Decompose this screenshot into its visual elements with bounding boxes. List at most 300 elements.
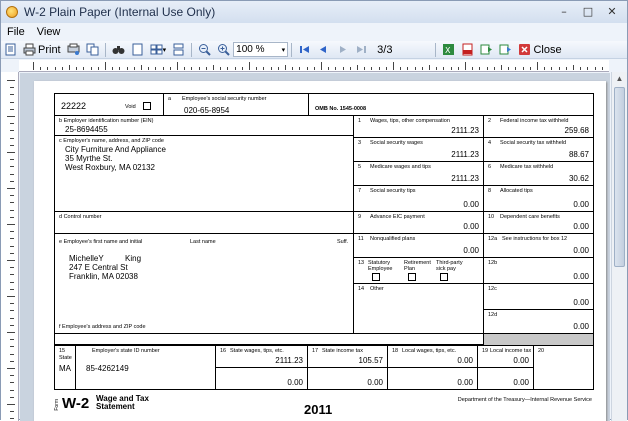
ruler-tick — [10, 382, 14, 383]
ruler-tick — [7, 404, 15, 405]
box-12c-value: 0.00 — [573, 298, 589, 307]
box-13-retirement: Retirement Plan — [404, 260, 431, 272]
menu-view[interactable]: View — [36, 26, 61, 38]
ruler-tick — [55, 67, 56, 70]
box-5-label: 5 — [358, 164, 362, 170]
ruler-tick — [10, 411, 14, 412]
void-label: Void — [125, 104, 136, 110]
ruler-tick — [10, 289, 14, 290]
box-6-label: 6 — [488, 164, 492, 170]
box-10-text: Dependent care benefits — [500, 214, 560, 220]
ruler-tick — [10, 418, 14, 419]
employee-last-name: King — [125, 254, 142, 263]
export-excel-button[interactable] — [440, 42, 457, 58]
ruler-tick — [494, 67, 495, 70]
ruler-tick — [227, 67, 228, 70]
box-12a-value: 0.00 — [573, 246, 589, 255]
ruler-tick — [10, 195, 14, 196]
department-text: Department of the Treasury—Internal Revenue Service — [457, 397, 592, 403]
ruler-tick — [350, 67, 351, 70]
ruler-tick — [415, 67, 416, 70]
ruler-tick — [10, 181, 14, 182]
box-f-spacer — [54, 334, 484, 346]
horizontal-ruler — [19, 60, 609, 72]
ruler-tick — [587, 67, 588, 70]
ruler-tick — [357, 65, 358, 70]
document-icon — [4, 43, 17, 56]
box-1 — [354, 116, 484, 138]
box-18-value-2: 0.00 — [457, 378, 473, 387]
box-20-label: 20 — [538, 348, 545, 354]
state-id-value: 85-4262149 — [86, 364, 129, 373]
ruler-tick — [429, 65, 430, 70]
ruler-tick — [76, 67, 77, 70]
ruler-tick — [10, 217, 14, 218]
ruler-tick — [127, 67, 128, 70]
ruler-tick — [10, 354, 14, 355]
ruler-tick — [10, 375, 14, 376]
box-15-id — [76, 346, 216, 390]
page-indicator: 3/3 — [377, 43, 393, 56]
box-2 — [484, 116, 594, 138]
first-page-icon — [298, 43, 311, 56]
ruler-tick — [134, 67, 135, 70]
print-setup-button[interactable] — [65, 42, 82, 58]
box-a-label: a — [168, 96, 172, 102]
box-15-state-text: State — [59, 355, 72, 361]
box-f-label: f Employee's address and ZIP code — [59, 324, 146, 330]
ruler-tick — [7, 188, 15, 189]
ruler-tick — [379, 67, 380, 70]
box-17-row2 — [308, 368, 388, 390]
report-page — [34, 81, 606, 421]
multi-page-icon — [150, 43, 163, 56]
ssn-value: 020-65-8954 — [184, 106, 230, 115]
ruler-tick — [10, 282, 14, 283]
ruler-tick — [292, 67, 293, 70]
box-3 — [354, 138, 484, 162]
box-19 — [478, 346, 534, 368]
box-e-label: e Employee's first name and initial — [59, 239, 143, 245]
employee-address-2: Franklin, MA 02038 — [69, 272, 138, 281]
box-9-value: 0.00 — [463, 222, 479, 231]
minimize-button[interactable]: – — [561, 5, 567, 18]
box-b-label: b Employer identification number (EIN) — [59, 118, 154, 124]
toolbar-separator — [105, 43, 106, 57]
ruler-tick — [451, 67, 452, 70]
box-20 — [534, 346, 594, 390]
ruler-tick — [371, 67, 372, 70]
third-party-checkbox[interactable] — [440, 273, 448, 281]
box-8-value: 0.00 — [573, 200, 589, 209]
box-13-label: 13 — [358, 260, 365, 266]
close-report-button[interactable] — [516, 42, 563, 58]
ruler-tick — [7, 368, 15, 369]
ruler-tick — [566, 67, 567, 70]
box-11-label: 11 — [358, 236, 364, 242]
ruler-tick — [7, 116, 15, 117]
box-12d-label: 12d — [488, 312, 498, 318]
ruler-tick — [530, 67, 531, 70]
form-name: W-2 — [62, 395, 90, 412]
box-2-label: 2 — [488, 118, 492, 124]
box-1-text: Wages, tips, other compensation — [370, 118, 450, 124]
box-16-row2 — [216, 368, 308, 390]
ruler-tick — [10, 138, 14, 139]
ruler-tick — [33, 62, 34, 70]
ruler-tick — [7, 224, 15, 225]
ruler-tick — [98, 67, 99, 70]
box-2-text: Federal income tax withheld — [500, 118, 569, 124]
ruler-tick — [10, 159, 14, 160]
app-icon — [6, 6, 18, 18]
box-18-label: 18 — [392, 348, 399, 354]
box-12c — [484, 284, 594, 310]
box-17-label: 17 — [312, 348, 319, 354]
ruler-tick — [400, 67, 401, 70]
ruler-tick — [10, 123, 14, 124]
employee-first-name: MichelleY — [69, 254, 104, 263]
box-10-label: 10 — [488, 214, 495, 220]
zoom-in-button[interactable] — [215, 42, 232, 58]
ruler-tick — [314, 67, 315, 70]
box-16-value-2: 0.00 — [287, 378, 303, 387]
zoom-value: 100 % — [236, 44, 265, 55]
ruler-tick — [10, 210, 14, 211]
ruler-tick — [148, 67, 149, 70]
copy-icon — [86, 43, 99, 56]
scroll-up-icon[interactable]: ▲ — [615, 74, 624, 83]
box-12d — [484, 310, 594, 334]
box-3-value: 2111.23 — [451, 150, 479, 159]
next-page-icon — [336, 43, 349, 56]
vertical-ruler — [1, 72, 19, 421]
copy-button[interactable] — [84, 42, 101, 58]
ruler-tick — [191, 67, 192, 70]
ruler-tick — [328, 67, 329, 70]
excel-icon — [442, 43, 455, 56]
box-d-label: d Control number — [59, 214, 102, 220]
box-1-label: 1 — [358, 118, 362, 124]
single-page-button[interactable] — [129, 42, 146, 58]
box-7 — [354, 186, 484, 212]
ruler-tick — [271, 67, 272, 70]
ruler-tick — [10, 145, 14, 146]
ruler-tick — [105, 62, 106, 70]
close-window-button[interactable]: ✕ — [607, 5, 617, 18]
find-button[interactable] — [110, 42, 127, 58]
ruler-tick — [508, 67, 509, 70]
ruler-tick — [10, 87, 14, 88]
next-page-button[interactable] — [334, 42, 351, 58]
continuous-icon — [172, 43, 185, 56]
chevron-down-icon: ▾ — [281, 46, 286, 54]
box-16 — [216, 346, 308, 368]
toolbar-separator — [291, 43, 292, 57]
previous-page-button[interactable] — [315, 42, 332, 58]
ruler-tick — [263, 67, 264, 70]
box-11-text: Nonqualified plans — [370, 236, 416, 242]
ruler-tick — [10, 231, 14, 232]
box-18-text: Local wages, tips, etc. — [402, 348, 457, 354]
print-label: Print — [38, 43, 61, 56]
box-19-text: Local income tax — [490, 348, 532, 354]
box-7-value: 0.00 — [463, 200, 479, 209]
box-12a — [484, 234, 594, 258]
export-pdf-button[interactable] — [459, 42, 476, 58]
export-icon — [480, 43, 493, 56]
zoom-in-icon — [217, 43, 230, 56]
box-12a-label: 12a — [488, 236, 498, 242]
ruler-tick — [170, 67, 171, 70]
ruler-tick — [537, 62, 538, 70]
ruler-tick — [436, 67, 437, 70]
box-a-text: Employee's social security number — [182, 96, 267, 102]
ruler-tick — [10, 174, 14, 175]
employer-address-1: 35 Myrthe St. — [65, 154, 113, 163]
scroll-thumb[interactable] — [614, 87, 625, 267]
box-b — [54, 116, 354, 136]
toolbar-separator — [191, 43, 192, 57]
box-18-value: 0.00 — [457, 356, 473, 365]
ruler-tick — [69, 65, 70, 70]
export-text-button[interactable] — [497, 42, 514, 58]
ruler-tick — [141, 65, 142, 70]
box-16-value: 2111.23 — [275, 356, 303, 365]
last-page-icon — [355, 43, 368, 56]
ruler-tick — [580, 67, 581, 70]
ruler-tick — [177, 62, 178, 70]
box-18-row2 — [388, 368, 478, 390]
box-10-value: 0.00 — [573, 222, 589, 231]
ruler-tick — [7, 332, 15, 333]
ruler-tick — [7, 260, 15, 261]
previous-page-icon — [317, 43, 330, 56]
ruler-tick — [83, 67, 84, 70]
ruler-tick — [47, 67, 48, 70]
ruler-tick — [472, 67, 473, 70]
box-3-label: 3 — [358, 140, 362, 146]
form-word: Form — [54, 399, 60, 411]
ruler-tick — [10, 238, 14, 239]
menu-bar — [1, 23, 627, 41]
ruler-tick — [10, 253, 14, 254]
box-19-row2 — [478, 368, 534, 390]
ruler-tick — [249, 62, 250, 70]
void-checkbox[interactable] — [143, 102, 151, 110]
window-title: W-2 Plain Paper (Internal Use Only) — [24, 5, 216, 19]
ruler-tick — [465, 62, 466, 70]
close-label: Close — [533, 43, 562, 56]
ruler-tick — [573, 65, 574, 70]
box-6-text: Medicare tax withheld — [500, 164, 554, 170]
single-page-icon — [131, 43, 144, 56]
maximize-button[interactable]: □ — [582, 5, 594, 18]
title-bar[interactable] — [1, 1, 627, 23]
ruler-tick — [220, 67, 221, 70]
box-2-value: 259.68 — [564, 126, 589, 135]
box-16-text: State wages, tips, etc. — [230, 348, 284, 354]
statutory-checkbox[interactable] — [372, 273, 380, 281]
ruler-tick — [10, 397, 14, 398]
box-5-value: 2111.23 — [451, 174, 479, 183]
ruler-tick — [10, 109, 14, 110]
last-name-label: Last name — [190, 239, 216, 245]
export-html-button[interactable] — [478, 42, 495, 58]
printer-icon — [23, 43, 36, 56]
ruler-tick — [7, 296, 15, 297]
ruler-tick — [10, 303, 14, 304]
ruler-tick — [184, 67, 185, 70]
box-3-text: Social security wages — [370, 140, 423, 146]
box-19-value: 0.00 — [513, 356, 529, 365]
box-a — [164, 94, 309, 116]
box-13 — [354, 258, 484, 284]
box-4 — [484, 138, 594, 162]
ruler-tick — [112, 67, 113, 70]
box-13-third-party: Third-party sick pay — [436, 260, 463, 272]
tax-year: 2011 — [304, 402, 333, 417]
box-8-label: 8 — [488, 188, 492, 194]
toolbar — [1, 41, 627, 59]
box-17-value: 105.57 — [358, 356, 383, 365]
box-6 — [484, 162, 594, 186]
ruler-tick — [10, 130, 14, 131]
ruler-tick — [479, 67, 480, 70]
grey-shaded-box — [484, 334, 594, 346]
ruler-tick — [285, 65, 286, 70]
zoom-select[interactable] — [233, 42, 288, 57]
toolbar-separator — [435, 43, 436, 57]
omb-number: OMB No. 1545-0008 — [315, 106, 367, 112]
box-12a-text: See instructions for box 12 — [502, 236, 568, 242]
box-15-label: 15 — [59, 348, 66, 354]
box-14-text: Other — [370, 286, 384, 292]
box-12b — [484, 258, 594, 284]
box-10 — [484, 212, 594, 234]
ruler-tick — [307, 67, 308, 70]
box-8-text: Allocated tips — [500, 188, 533, 194]
box-12d-value: 0.00 — [573, 322, 589, 331]
ruler-tick — [10, 339, 14, 340]
box-15-state — [54, 346, 76, 390]
box-d — [54, 212, 354, 234]
box-17 — [308, 346, 388, 368]
ruler-tick — [299, 67, 300, 70]
form-title: Wage and Tax Statement — [96, 394, 149, 411]
ruler-tick — [213, 65, 214, 70]
ruler-corner — [1, 60, 19, 72]
ruler-tick — [595, 67, 596, 70]
ruler-tick — [559, 67, 560, 70]
box-14 — [354, 284, 484, 334]
box-6-value: 30.62 — [568, 174, 589, 183]
ruler-tick — [544, 67, 545, 70]
print-button[interactable] — [21, 42, 63, 58]
first-page-button[interactable] — [296, 42, 313, 58]
vertical-scrollbar[interactable] — [611, 72, 627, 421]
box-15-id-text: Employer's state ID number — [92, 348, 160, 354]
box-12b-value: 0.00 — [573, 272, 589, 281]
box-c-label: c Employer's name, address, and ZIP code — [59, 138, 164, 144]
export-icon — [499, 43, 512, 56]
ruler-tick — [10, 310, 14, 311]
suffix-label: Suff. — [337, 239, 349, 245]
box-c — [54, 136, 354, 212]
ruler-tick — [278, 67, 279, 70]
box-13-statutory: Statutory Employee — [368, 260, 393, 272]
ruler-tick — [10, 166, 14, 167]
ruler-tick — [91, 67, 92, 70]
ruler-tick — [10, 318, 14, 319]
ruler-tick — [10, 325, 14, 326]
employer-name: City Furniture And Appliance — [65, 145, 166, 154]
ruler-tick — [10, 361, 14, 362]
ruler-tick — [321, 62, 322, 70]
ruler-tick — [7, 152, 15, 153]
ruler-tick — [10, 346, 14, 347]
preview-canvas[interactable] — [20, 73, 610, 421]
box-4-text: Social security tax withheld — [500, 140, 567, 146]
box-5 — [354, 162, 484, 186]
ruler-tick — [501, 65, 502, 70]
chevron-down-icon: ▾ — [162, 45, 167, 54]
employee-address-1: 247 E Central St — [69, 263, 128, 272]
box-7-label: 7 — [358, 188, 362, 194]
box-control-top — [54, 94, 164, 116]
ruler-tick — [40, 67, 41, 70]
multi-page-button[interactable] — [148, 42, 169, 58]
close-icon — [518, 43, 531, 56]
page-setup-icon — [67, 43, 80, 56]
ruler-tick — [515, 67, 516, 70]
box-7-text: Social security tips — [370, 188, 416, 194]
ruler-tick — [199, 67, 200, 70]
ruler-tick — [364, 67, 365, 70]
ruler-tick — [407, 67, 408, 70]
ruler-tick — [256, 67, 257, 70]
ruler-tick — [551, 67, 552, 70]
ruler-tick — [10, 246, 14, 247]
menu-file[interactable]: File — [7, 26, 25, 38]
open-button[interactable] — [2, 42, 19, 58]
ruler-tick — [343, 67, 344, 70]
ruler-tick — [602, 67, 603, 70]
ruler-tick — [235, 67, 236, 70]
ruler-tick — [422, 67, 423, 70]
ruler-tick — [10, 390, 14, 391]
zoom-out-button[interactable] — [196, 42, 213, 58]
box-9-label: 9 — [358, 214, 362, 220]
retirement-checkbox[interactable] — [408, 273, 416, 281]
last-page-button[interactable] — [353, 42, 370, 58]
box-19-value-2: 0.00 — [513, 378, 529, 387]
ruler-tick — [335, 67, 336, 70]
ruler-tick — [458, 67, 459, 70]
continuous-button[interactable] — [170, 42, 187, 58]
box-4-label: 4 — [488, 140, 492, 146]
ruler-tick — [10, 202, 14, 203]
box-19-label: 19 — [482, 348, 489, 354]
ruler-tick — [206, 67, 207, 70]
ruler-tick — [62, 67, 63, 70]
box-1-value: 2111.23 — [451, 126, 479, 135]
box-9 — [354, 212, 484, 234]
binoculars-icon — [112, 43, 125, 56]
ruler-tick — [10, 102, 14, 103]
ruler-tick — [443, 67, 444, 70]
ruler-tick — [487, 67, 488, 70]
